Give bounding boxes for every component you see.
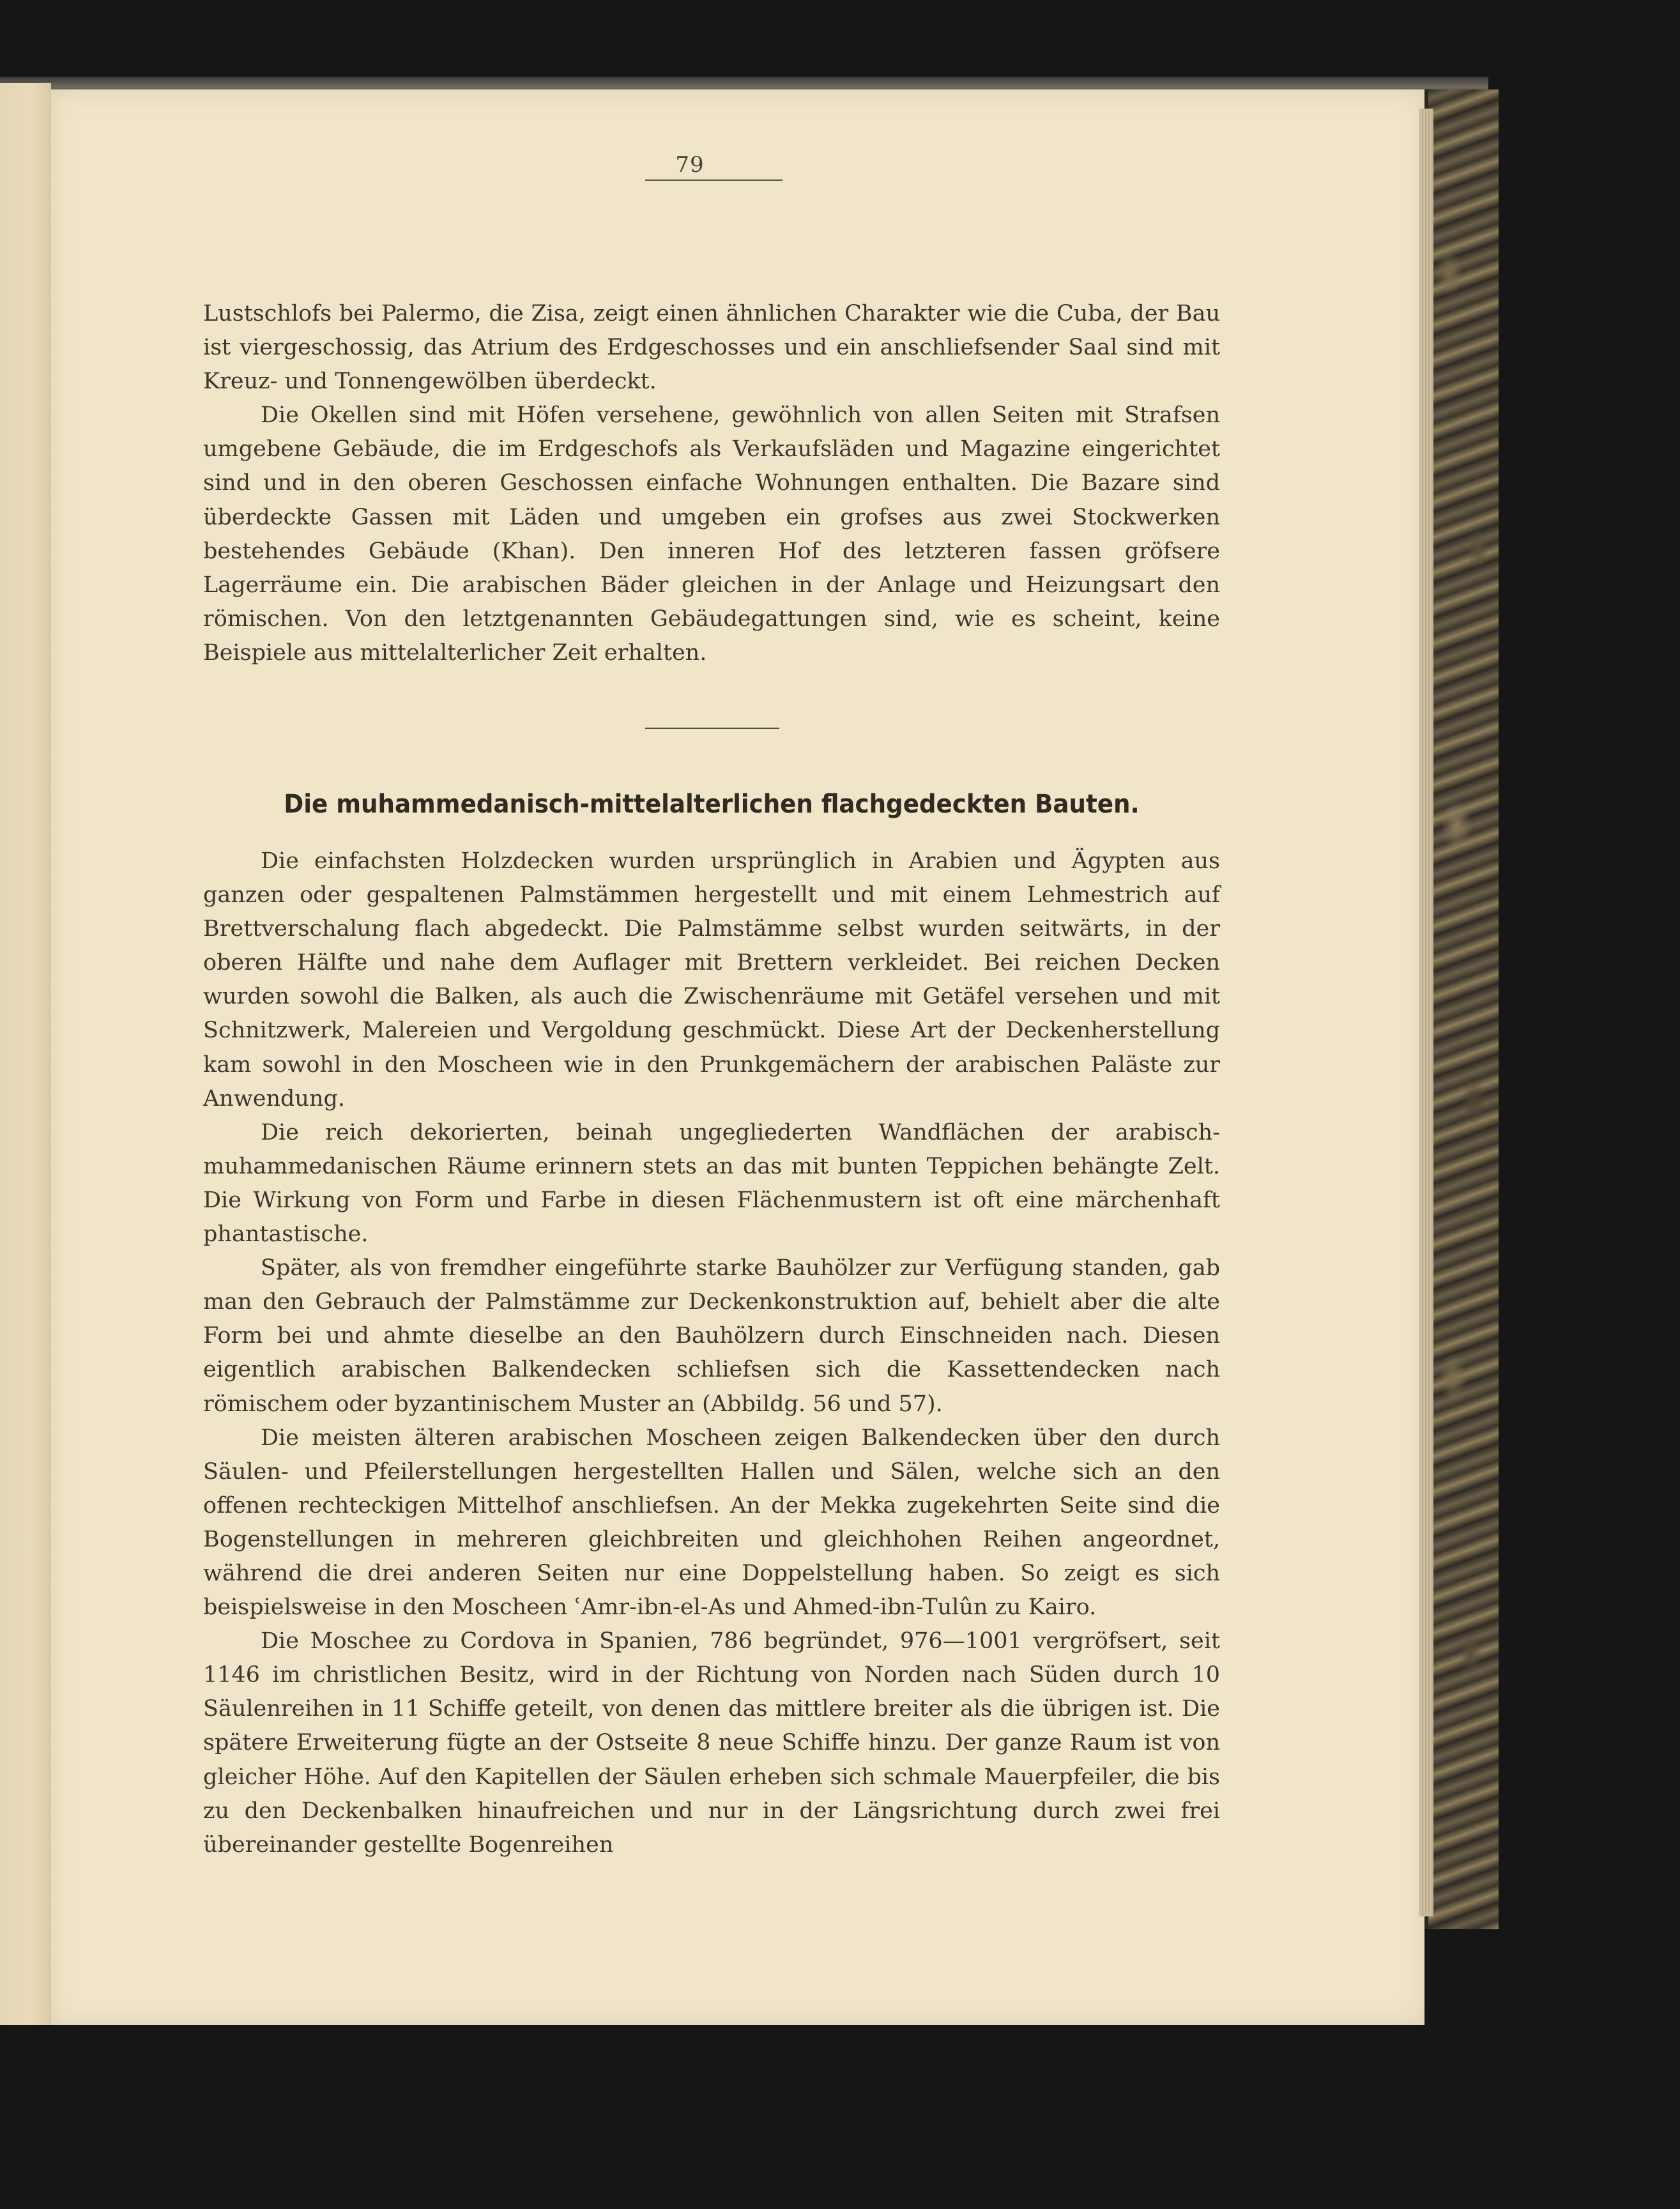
section-heading: Die muhammedanisch-mittelalterlichen flachgedeckten Bauten. bbox=[284, 790, 1140, 819]
body-paragraph: Die reich dekorierten, beinah ungegliederten Wandflächen der arabisch-muhammedanischen Räume erinnern stets an das mit bunten Teppichen behängte Zelt. Die Wirkung von Form und Farbe in diesen Flächenmustern ist oft eine märchenhaft phantastische. bbox=[203, 1119, 1220, 1248]
intro-paragraph: Lustschlofs bei Palermo, die Zisa, zeigt einen ähnlichen Charakter wie die Cuba, der Bau ist viergeschossig, das Atrium des Erdgeschosses und ein anschliefsender Saal sind mit Kreuz- und Tonnengewölben überdeckt. bbox=[203, 301, 1220, 395]
page-number: 79 bbox=[675, 152, 705, 178]
section-divider bbox=[645, 728, 779, 729]
page-number-rule bbox=[645, 180, 783, 181]
body-paragraph: Die meisten älteren arabischen Moscheen zeigen Balkendecken über den durch Säulen- und Pfeilerstellungen hergestellten Hallen und Sälen, welche sich an den offenen rechteckigen Mittelhof anschliefsen. An der Mekka zugekehrten Seite sind die Bogenstellungen in mehreren gleichbreiten und gleichhohen Reihen angeordnet, während die drei anderen Seiten nur eine Doppelstellung haben. So zeigt es sich beispielsweise in den Moscheen ʿAmr-ibn-el-As und Ahmed-ibn-Tulûn zu Kairo. bbox=[203, 1425, 1220, 1621]
intro-paragraph: Die Okellen sind mit Höfen versehene, gewöhnlich von allen Seiten mit Strafsen umgebene Gebäude, die im Erdgeschofs als Verkaufsläden und Magazine eingerichtet sind und in den oberen Geschossen einfache Wohnungen enthalten. Die Bazare sind überdeckte Gassen mit Läden und umgeben ein grofses aus zwei Stockwerken bestehendes Gebäude (Khan). Den inneren Hof des letzteren fassen gröfsere Lagerräume ein. Die arabischen Bäder gleichen in der Anlage und Heizungsart den römischen. Von den letztgenannten Gebäudegattungen sind, wie es scheint, keine Beispiele aus mittelalterlicher Zeit erhalten. bbox=[203, 402, 1220, 666]
marbled-cover-board bbox=[1424, 89, 1499, 1929]
body-paragraph: Später, als von fremdher eingeführte starke Bauhölzer zur Verfügung standen, gab man den Gebrauch der Palmstämme zur Deckenkonstruktion auf, behielt aber die alte Form bei und ahmte dieselbe an den Bauhölzern durch Einschneiden nach. Diesen eigentlich arabischen Balkendecken schliefsen sich die Kassettendecken nach römischem oder byzantinischem Muster an (Abbildg. 56 und 57). bbox=[203, 1255, 1220, 1417]
section-body bbox=[203, 845, 1220, 1862]
body-paragraph: Die Moschee zu Cordova in Spanien, 786 begründet, 976—1001 vergröfsert, seit 1146 im christlichen Besitz, wird in der Richtung von Norden nach Süden durch 10 Säulenreihen in 11 Schiffe geteilt, von denen das mittlere breiter als die übrigen ist. Die spätere Erweiterung fügte an der Ostseite 8 neue Schiffe hinzu. Der ganze Raum ist von gleicher Höhe. Auf den Kapitellen der Säulen erheben sich schmale Mauerpfeiler, die bis zu den Deckenbalken hinaufreichen und nur in der Längsrichtung durch zwei frei übereinander gestellte Bogenreihen bbox=[203, 1628, 1220, 1858]
page-block-edge bbox=[1419, 109, 1433, 1916]
body-paragraph: Die einfachsten Holzdecken wurden ursprünglich in Arabien und Ägypten aus ganzen oder gespaltenen Palmstämmen hergestellt und mit einem Lehmestrich auf Brettverschalung flach abgedeckt. Die Palmstämme selbst wurden seitwärts, in der oberen Hälfte und nahe dem Auflager mit Brettern verkleidet. Bei reichen Decken wurden sowohl die Balken, als auch die Zwischenräume mit Getäfel versehen und mit Schnitzwerk, Malereien und Vergoldung geschmückt. Diese Art der Deckenherstellung kam sowohl in den Moscheen wie in den Prunkgemächern der arabischen Paläste zur Anwendung. bbox=[203, 848, 1220, 1112]
intro-text bbox=[203, 297, 1220, 670]
left-page-edge bbox=[0, 83, 51, 2025]
